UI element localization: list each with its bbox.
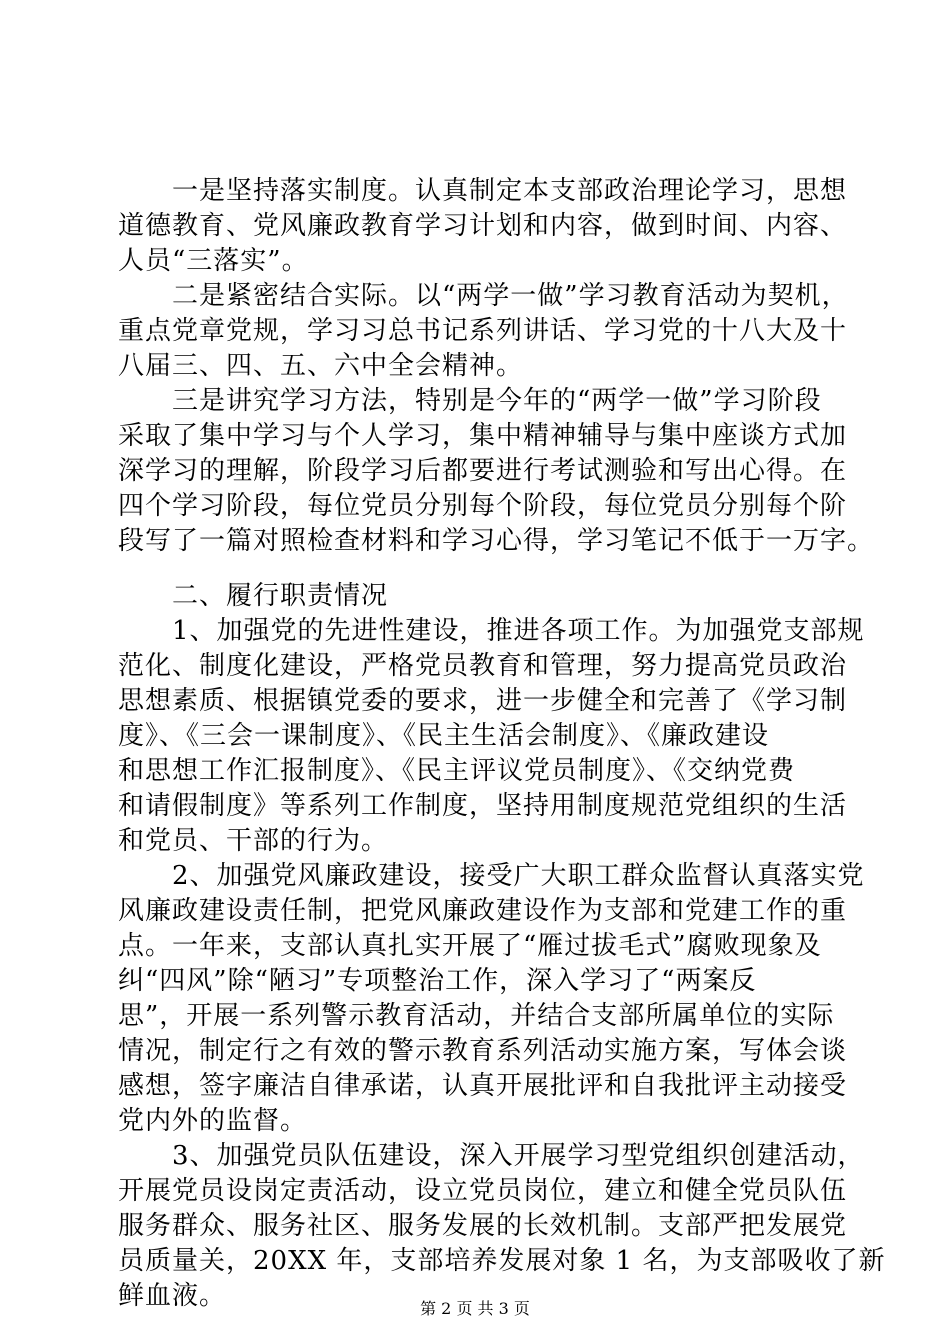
paragraph-line: 道德教育、党风廉政教育学习计划和内容，做到时间、内容、 — [118, 211, 848, 241]
paragraph-line: 1、加强党的先进性建设，推进各项工作。为加强党支部规 — [118, 616, 865, 646]
paragraph-line: 深学习的理解，阶段学习后都要进行考试测验和写出心得。在 — [118, 456, 848, 486]
paragraph-line: 2、加强党风廉政建设，接受广大职工群众监督认真落实党 — [118, 861, 865, 891]
paragraph-line: 和请假制度》等系列工作制度，坚持用制度规范党组织的生活 — [118, 791, 848, 821]
paragraph-line: 二是紧密结合实际。以“两学一做”学习教育活动为契机， — [118, 281, 849, 311]
paragraph-line: 党内外的监督。 — [118, 1106, 308, 1136]
paragraph-line: 和党员、干部的行为。 — [118, 826, 389, 856]
paragraph-line: 段写了一篇对照检查材料和学习心得，学习笔记不低于一万字。 — [118, 526, 875, 556]
paragraph-line: 风廉政建设责任制，把党风廉政建设作为支部和党建工作的重 — [118, 896, 848, 926]
paragraph-line: 四个学习阶段，每位党员分别每个阶段，每位党员分别每个阶 — [118, 491, 848, 521]
paragraph-line: 一是坚持落实制度。认真制定本支部政治理论学习，思想 — [118, 176, 848, 206]
paragraph-line: 八届三、四、五、六中全会精神。 — [118, 351, 524, 381]
paragraph-line: 和思想工作汇报制度》、《民主评议党员制度》、《交纳党费 — [118, 756, 796, 786]
paragraph-line: 度》、《三会一课制度》、《民主生活会制度》、《廉政建设 — [118, 721, 770, 751]
paragraph-line: 三是讲究学习方法，特别是今年的“两学一做”学习阶段 — [118, 386, 822, 416]
paragraph-line: 人员“三落实”。 — [118, 246, 309, 276]
paragraph-line: 鲜血液。 — [118, 1281, 227, 1311]
paragraph-line: 思”，开展一系列警示教育活动，并结合支部所属单位的实际 — [118, 1001, 835, 1031]
paragraph-line: 范化、制度化建设，严格党员教育和管理，努力提高党员政治 — [118, 651, 848, 681]
paragraph-line: 点。一年来，支部认真扎实开展了“雁过拔毛式”腐败现象及 — [118, 931, 822, 961]
paragraph-line: 思想素质、根据镇党委的要求，进一步健全和完善了《学习制 — [118, 686, 848, 716]
paragraph-line: 采取了集中学习与个人学习，集中精神辅导与集中座谈方式加 — [118, 421, 848, 451]
paragraph-line: 感想，签字廉洁自律承诺，认真开展批评和自我批评主动接受 — [118, 1071, 848, 1101]
paragraph-line: 员质量关，20XX 年，支部培养发展对象 1 名，为支部吸收了新 — [118, 1246, 886, 1276]
paragraph-line: 3、加强党员队伍建设，深入开展学习型党组织创建活动， — [118, 1141, 865, 1171]
paragraph-line: 纠“四风”除“陋习”专项整治工作，深入学习了“两案反 — [118, 966, 757, 996]
paragraph-line: 情况，制定行之有效的警示教育系列活动实施方案，写体会谈 — [118, 1036, 848, 1066]
paragraph-line: 重点党章党规，学习习总书记系列讲话、学习党的十八大及十 — [118, 316, 848, 346]
page-footer: 第 2 页 共 3 页 — [420, 1299, 530, 1318]
paragraph-line: 服务群众、服务社区、服务发展的长效机制。支部严把发展党 — [118, 1211, 848, 1241]
section-heading: 二、履行职责情况 — [118, 581, 389, 611]
paragraph-line: 开展党员设岗定责活动，设立党员岗位，建立和健全党员队伍 — [118, 1176, 848, 1206]
